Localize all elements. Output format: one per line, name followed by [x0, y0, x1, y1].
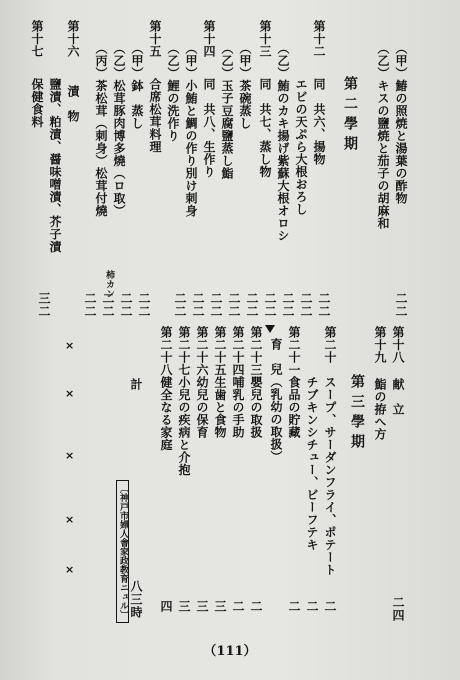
upper_nums-line: 二二 — [137, 292, 151, 318]
upper-line: （乙）鮪のカキ揚げ紫蘇大根オロシ — [276, 42, 290, 242]
upper-line: エビの天ぷら大根おろし — [294, 78, 308, 216]
lower_nums-line: 二 — [249, 600, 263, 613]
upper-line: （乙）玉子豆腐鹽蒸し鮨 — [220, 42, 234, 180]
lower-line: 第十九 — [373, 326, 387, 364]
upper-line: 漬 物 — [66, 85, 80, 123]
upper-line: 第十五 — [148, 20, 162, 58]
upper-line: （甲）鰆の照焼と湯葉の酢物 — [394, 42, 408, 205]
lower_nums-line: 二 — [323, 600, 337, 613]
upper_nums-line: 二二 — [299, 292, 313, 318]
upper_nums-line: 二二 — [394, 292, 408, 318]
lower-line: 第二十六 — [195, 326, 209, 376]
lower-line: 生歯と食物 — [213, 376, 227, 439]
upper_nums-line: 二二 — [263, 292, 277, 318]
lower-line: 第十八 — [391, 326, 405, 364]
upper-line: 同 共八、生作り — [202, 78, 216, 178]
upper-line: （甲）茶碗蒸し — [238, 42, 252, 130]
upper-line: （丙）茶松茸（刺身）松茸付燒 — [94, 42, 108, 217]
lower-line: 献 立 — [391, 378, 405, 416]
upper-line: 合席松茸料理 — [148, 78, 162, 153]
lower-line: スープ、サーダンフライ、ポテート — [323, 376, 337, 576]
lower_nums-line: 八三時 — [129, 580, 143, 619]
lower-line: 幼兒の保育 — [195, 376, 209, 439]
lower-line: 第二十八 — [159, 326, 173, 376]
upper_nums-line: 三二 — [37, 292, 51, 318]
cross-mark-icon: × — [65, 339, 75, 352]
lower-line: 第二十四 — [231, 326, 245, 376]
upper-line: 同 共七、蒸し物 — [258, 78, 272, 178]
cross-mark-icon: × — [65, 449, 75, 462]
lower-line: 第二十一 — [287, 326, 301, 376]
triangle-marker-icon — [265, 325, 275, 333]
lower-line: 第二十三 — [249, 326, 263, 376]
page-number: （111） — [203, 644, 257, 659]
upper-line: 同 共六、揚物 — [312, 78, 326, 166]
upper-line: 第十三 — [258, 20, 272, 58]
upper-line: （乙）キスの鹽焼と茄子の胡麻和 — [376, 42, 390, 230]
lower_nums-line: 三 — [195, 600, 209, 613]
lower-line: 第二十五 — [213, 326, 227, 376]
lower-line: 食品の貯藏 — [287, 376, 301, 439]
upper_nums-line: 二二 — [191, 292, 205, 318]
upper_nums-line: 二二 — [317, 292, 331, 318]
upper_nums-line: 二二 — [227, 292, 241, 318]
upper-line: （乙）鯉の洗作り — [166, 42, 180, 142]
lower_nums-line: 三 — [213, 600, 227, 613]
upper_nums-line: 二二 — [119, 292, 133, 318]
lower-line: 健全なる家庭 — [159, 376, 173, 451]
upper-line: （乙）松茸豚肉博多燒（ロ取） — [112, 42, 126, 217]
lower-line: 第三學期 — [349, 374, 365, 454]
upper_nums-line: 二二 — [209, 292, 223, 318]
upper-line: 第十四 — [202, 20, 216, 58]
cross-mark-icon: × — [65, 563, 75, 576]
upper-line: 鹽漬、粕漬、醤味噌漬、芥子漬 — [48, 78, 62, 253]
cross-mark-icon: × — [65, 513, 75, 526]
upper_nums-line: 二二 — [101, 292, 115, 318]
upper-line: （甲）小鮪と鯛の作り別け刺身 — [184, 42, 198, 217]
lower_nums-line: 四 — [159, 600, 173, 613]
upper-line: 第二學期 — [342, 76, 358, 156]
lower-line: 第二十七 — [177, 326, 191, 376]
lower-line: 育 兒（乳幼の取扱） — [269, 338, 283, 463]
upper-line: （甲）鉢 蒸し — [130, 42, 144, 130]
lower-line: 嬰兒の取扱 — [249, 376, 263, 439]
upper_nums-line: 二二 — [173, 292, 187, 318]
lower-line: 哺乳の手助 — [231, 376, 245, 439]
lower-line: 小兒の疾病と介抱 — [177, 376, 191, 476]
footer-note: 〔神戸市婦人會家政教育ニュル〕 — [116, 480, 129, 623]
upper-line: 柿カン — [104, 270, 114, 299]
lower-line: 計 — [129, 378, 143, 391]
upper_nums-line: 二二 — [83, 292, 97, 318]
lower-line: 鮨の拵へ方 — [373, 378, 387, 441]
lower-line: チブキンシチュー、ビーフテキ — [305, 376, 319, 551]
lower_nums-line: 二四 — [391, 596, 405, 622]
lower_nums-line: 三 — [177, 600, 191, 613]
lower_nums-line: 二 — [305, 600, 319, 613]
lower_nums-line: 二 — [231, 600, 245, 613]
upper-line: 第十二 — [312, 20, 326, 58]
upper_nums-line: 二二 — [281, 292, 295, 318]
upper-line: 第十六 — [66, 20, 80, 58]
upper-line: 第十七 — [30, 20, 44, 58]
upper-line: 保健食料 — [30, 78, 44, 128]
cross-mark-icon: × — [65, 387, 75, 400]
lower_nums-line: 二 — [287, 600, 301, 613]
lower-line: 第二十 — [323, 326, 337, 364]
upper_nums-line: 二二 — [245, 292, 259, 318]
